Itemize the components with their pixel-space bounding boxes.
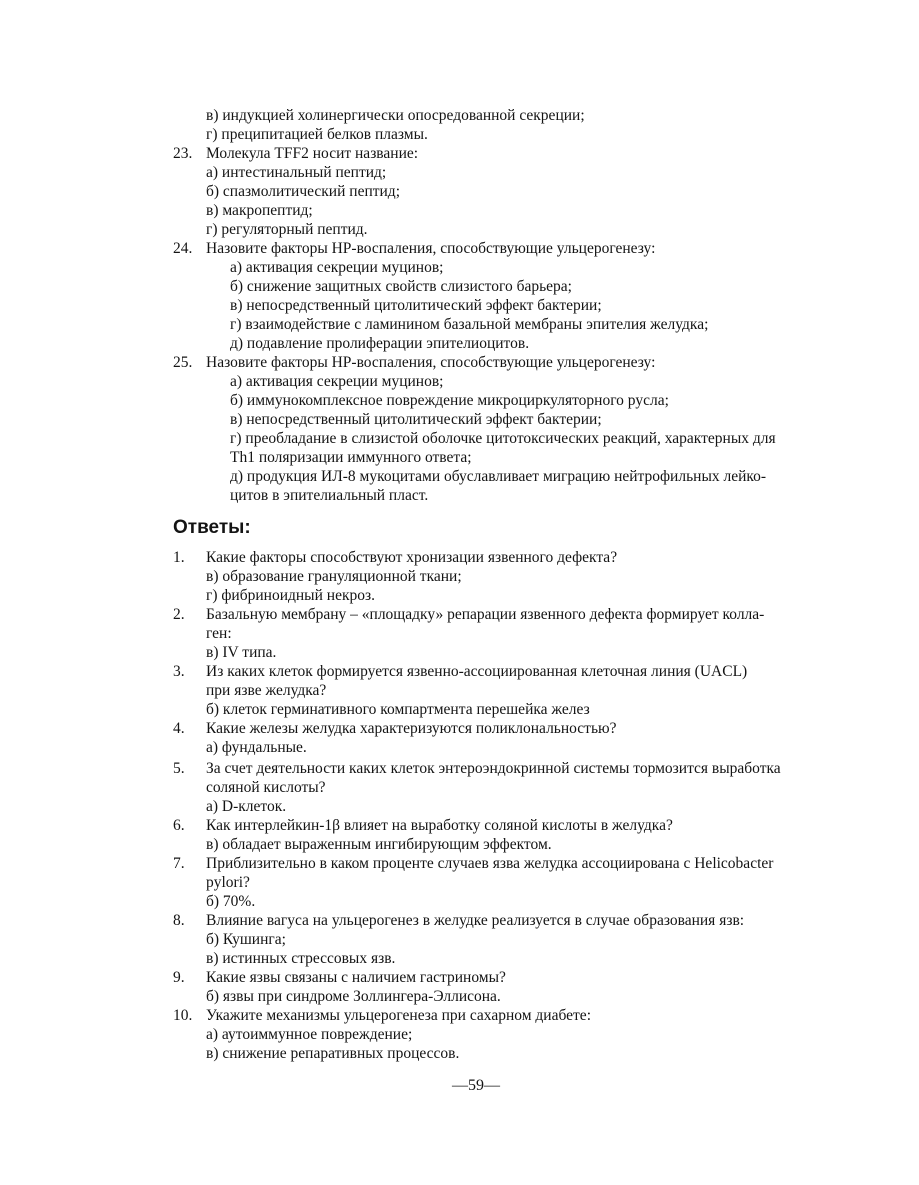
- answer-number: 9.: [173, 969, 185, 986]
- answer-line: Какие язвы связаны с наличием гастриномы?: [206, 969, 506, 986]
- question-number: 24.: [173, 240, 193, 257]
- answer-line: а) D-клеток.: [206, 798, 287, 815]
- answer-line: б) клеток герминативного компартмента перешейка желез: [206, 701, 590, 718]
- answer-line: Приблизительно в каком проценте случаев язва желудка ассоциирована с Helicobacter: [206, 855, 774, 872]
- question-option: б) иммунокомплексное повреждение микроциркуляторного русла;: [230, 392, 669, 409]
- answer-number: 8.: [173, 912, 185, 929]
- answer-line: б) 70%.: [206, 893, 256, 910]
- answer-line: в) истинных стрессовых язв.: [206, 950, 396, 967]
- answers-heading: Ответы:: [173, 517, 251, 538]
- question-option: д) подавление пролиферации эпителиоцитов.: [230, 335, 530, 352]
- question-option: а) интестинальный пептид;: [206, 164, 387, 181]
- page-number: —59—: [452, 1077, 500, 1094]
- answer-number: 6.: [173, 817, 185, 834]
- answer-number: 4.: [173, 720, 185, 737]
- answer-line: За счет деятельности каких клеток энтероэндокринной системы тормозится выработка: [206, 760, 781, 777]
- question-option: г) преобладание в слизистой оболочке цитотоксических реакций, характерных для: [230, 430, 776, 447]
- answer-number: 7.: [173, 855, 185, 872]
- question-option: в) макропептид;: [206, 202, 313, 219]
- question-text: Назовите факторы HP-воспаления, способствующие ульцерогенезу:: [206, 354, 656, 371]
- question-option: б) снижение защитных свойств слизистого барьера;: [230, 278, 572, 295]
- question-number: 25.: [173, 354, 193, 371]
- answer-line: соляной кислоты?: [206, 779, 326, 796]
- answer-number: 5.: [173, 760, 185, 777]
- answer-line: а) аутоиммунное повреждение;: [206, 1026, 413, 1043]
- answer-line: в) снижение репаративных процессов.: [206, 1045, 460, 1062]
- answer-number: 2.: [173, 606, 185, 623]
- answer-line: Из каких клеток формируется язвенно-ассоциированная клеточная линия (UACL): [206, 663, 748, 680]
- prev-option-g: г) преципитацией белков плазмы.: [206, 126, 428, 143]
- answer-line: б) Кушинга;: [206, 931, 286, 948]
- question-option: б) спазмолитический пептид;: [206, 183, 400, 200]
- question-option: а) активация секреции муцинов;: [230, 373, 444, 390]
- answer-line: ген:: [206, 625, 232, 642]
- answer-number: 3.: [173, 663, 185, 680]
- answer-line: Какие факторы способствуют хронизации язвенного дефекта?: [206, 549, 618, 566]
- answer-number: 1.: [173, 549, 185, 566]
- answer-line: Укажите механизмы ульцерогенеза при сахарном диабете:: [206, 1007, 591, 1024]
- answer-line: Базальную мембрану – «площадку» репарации язвенного дефекта формирует колла-: [206, 606, 765, 623]
- answer-line: при язве желудка?: [206, 682, 327, 699]
- question-text: Молекула TFF2 носит название:: [206, 145, 419, 162]
- question-option: г) взаимодействие с ламинином базальной мембраны эпителия желудка;: [230, 316, 709, 333]
- answer-line: Какие железы желудка характеризуются поликлональностью?: [206, 720, 617, 737]
- question-option: а) активация секреции муцинов;: [230, 259, 444, 276]
- question-option: д) продукция ИЛ-8 мукоцитами обуславливает миграцию нейтрофильных лейко-: [230, 468, 767, 485]
- question-number: 23.: [173, 145, 193, 162]
- question-option: Th1 поляризации иммунного ответа;: [230, 449, 472, 466]
- answer-line: а) фундальные.: [206, 739, 307, 756]
- answer-line: в) образование грануляционной ткани;: [206, 568, 462, 585]
- question-option: г) регуляторный пептид.: [206, 221, 368, 238]
- answer-line: б) язвы при синдроме Золлингера-Эллисона.: [206, 988, 501, 1005]
- question-text: Назовите факторы HP-воспаления, способствующие ульцерогенезу:: [206, 240, 656, 257]
- answer-line: Влияние вагуса на ульцерогенез в желудке реализуется в случае образования язв:: [206, 912, 745, 929]
- question-option: цитов в эпителиальный пласт.: [230, 487, 429, 504]
- answer-line: в) IV типа.: [206, 644, 277, 661]
- answer-line: pylori?: [206, 874, 250, 891]
- question-option: в) непосредственный цитолитический эффект бактерии;: [230, 297, 602, 314]
- answer-line: Как интерлейкин-1β влияет на выработку соляной кислоты в желудка?: [206, 817, 673, 834]
- question-option: в) непосредственный цитолитический эффект бактерии;: [230, 411, 602, 428]
- answer-line: в) обладает выраженным ингибирующим эффектом.: [206, 836, 552, 853]
- prev-option-v: в) индукцией холинергически опосредованной секреции;: [206, 107, 585, 124]
- answer-number: 10.: [173, 1007, 193, 1024]
- answer-line: г) фибриноидный некроз.: [206, 587, 375, 604]
